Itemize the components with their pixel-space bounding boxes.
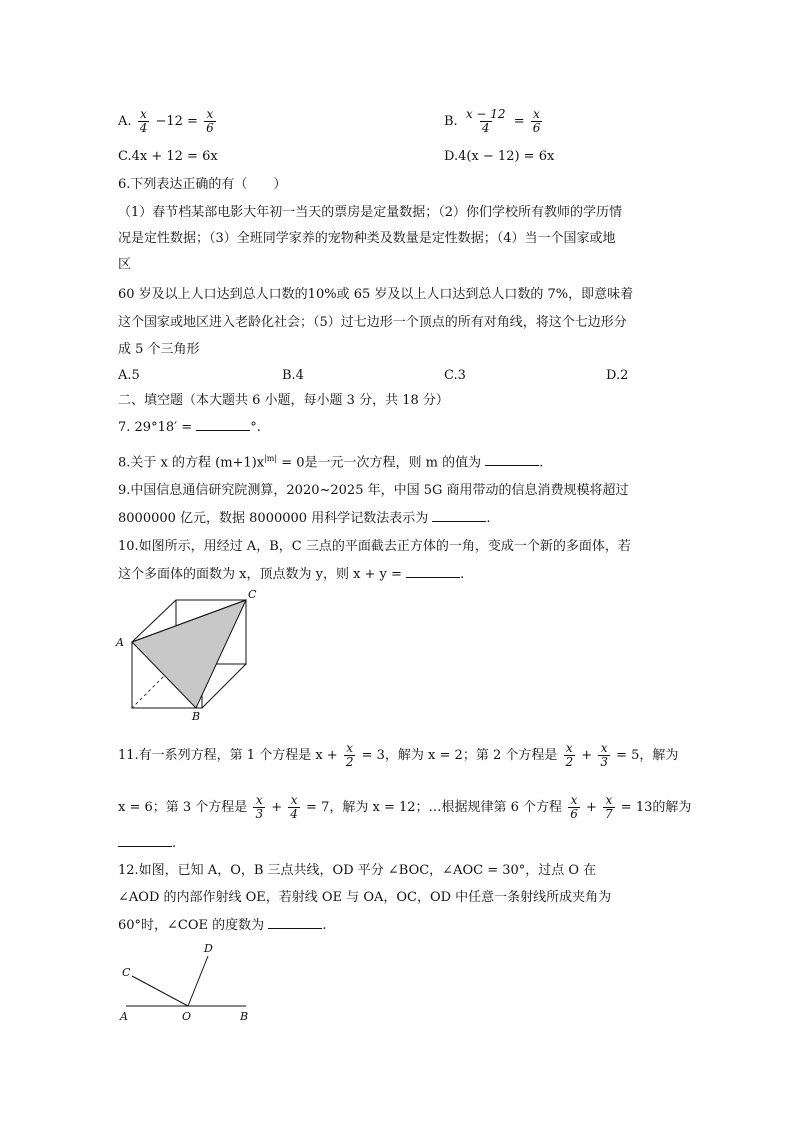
question-9-tail: .: [486, 511, 491, 526]
question-10-line2: [118, 565, 464, 584]
question-7-text: 7. 29°18′ =: [118, 420, 193, 435]
question-6-text: 60 岁及以上人口达到总人口数的10%或 65 岁及以上人口达到总人口数的 7%，即意味着: [118, 287, 634, 302]
fraction: [138, 108, 150, 135]
ray-od: [188, 956, 208, 1006]
option-5b: [444, 108, 544, 135]
frac-den: 7: [605, 807, 613, 821]
question-6-stem: 6.下列表达正确的有（ ）: [118, 177, 287, 192]
question-11-text: +: [581, 748, 593, 763]
fraction: [564, 742, 576, 769]
question-11-text: = 5，解为: [616, 748, 679, 763]
option-5a: [118, 108, 218, 135]
fraction: [464, 108, 508, 135]
question-12-tail: .: [322, 918, 327, 933]
answer-blank: [432, 509, 486, 522]
answer-blank: [485, 453, 539, 466]
frac-den: 6: [532, 121, 541, 135]
question-12-text: ∠AOD 的内部作射线 OE，若射线 OE 与 OA，OC，OD 中任意一条射线所成夹角为: [118, 890, 612, 905]
option-6b: B.4: [282, 368, 304, 383]
question-12-line3: [118, 916, 326, 935]
equation-text: −12 =: [155, 114, 198, 129]
frac-num: x: [565, 741, 573, 755]
question-7-tail: °.: [250, 420, 261, 435]
frac-num: x − 12: [465, 107, 506, 121]
question-8-text: 8.关于 x 的方程 (m+1)x: [118, 455, 265, 471]
frac-den: 3: [255, 807, 264, 821]
frac-den: 6: [570, 807, 578, 821]
frac-num: x: [255, 793, 263, 807]
question-11-text: +: [585, 800, 597, 815]
option-5d: D.4(x − 12) = 6x: [444, 149, 555, 164]
label-a: A: [116, 636, 124, 649]
option-6a: A.5: [118, 368, 140, 383]
question-6-text: 区: [118, 257, 132, 272]
question-12-text: 12.如图，已知 A，O，B 三点共线，OD 平分 ∠BOC，∠AOC = 30°，过点 O 在: [118, 863, 597, 878]
cut-triangle: [132, 600, 246, 708]
cube-figure: [112, 586, 262, 724]
option-6d: D.2: [606, 368, 629, 383]
question-11-line2: [118, 794, 691, 821]
frac-den: 2: [345, 755, 354, 769]
option-6c: C.3: [444, 368, 466, 383]
frac-num: x: [346, 741, 354, 755]
fraction: [253, 794, 265, 821]
equation-text: =: [513, 114, 525, 129]
label-o: O: [182, 1010, 192, 1023]
frac-num: x: [570, 793, 578, 807]
frac-num: x: [290, 793, 298, 807]
question-11-text: = 7，解为 x = 12；…根据规律第 6 个方程: [306, 800, 563, 815]
frac-den: 4: [481, 121, 490, 135]
answer-blank: [118, 834, 172, 847]
question-7: [118, 418, 261, 437]
question-6-text: 这个国家或地区进入老龄化社会；（5）过七边形一个顶点的所有对角线，将这个七边形分: [118, 315, 627, 330]
question-10-tail: .: [460, 567, 465, 582]
option-5c: C.4x + 12 = 6x: [118, 149, 218, 164]
angle-figure: [112, 940, 262, 1024]
ray-oc: [132, 976, 188, 1006]
label-b: B: [192, 710, 201, 723]
section-heading: 二、填空题（本大题共 6 小题，每小题 3 分，共 18 分）: [118, 393, 449, 408]
label-c: C: [248, 588, 257, 601]
question-11-line3: [118, 834, 176, 853]
answer-blank: [196, 418, 250, 431]
question-11-text: x = 6；第 3 个方程是: [118, 800, 248, 815]
question-9-line2: [118, 509, 490, 528]
frac-den: 4: [290, 807, 298, 821]
label-d: D: [204, 942, 213, 955]
question-11-tail: .: [172, 836, 177, 851]
frac-den: 6: [206, 121, 214, 135]
question-6-text: 成 5 个三角形: [118, 342, 200, 357]
question-6-text: 况是定性数据；（3）全班同学家养的宠物种类及数量是定性数据；（4）当一个国家或地: [118, 231, 616, 246]
frac-den: 4: [139, 121, 148, 135]
question-6-text: （1）春节档某部电影大年初一当天的票房是定量数据；（2）你们学校所有教师的学历情: [118, 205, 623, 220]
fraction: [598, 742, 610, 769]
fraction: [603, 794, 615, 821]
fraction: [531, 108, 543, 135]
frac-den: 3: [600, 755, 608, 769]
question-11-text: = 3，解为 x = 2；第 2 个方程是: [361, 748, 558, 763]
fraction: [344, 742, 356, 769]
answer-blank: [268, 916, 322, 929]
question-10-text: 这个多面体的面数为 x，顶点数为 y，则 x + y =: [118, 567, 402, 582]
question-11-text: +: [271, 800, 283, 815]
question-9-text: 9.中国信息通信研究院测算，2020~2025 年，中国 5G 商用带动的信息消费规模将超过: [118, 483, 629, 498]
frac-num: x: [206, 107, 214, 121]
label-a: A: [120, 1010, 128, 1023]
question-11-text: = 13的解为: [620, 800, 692, 815]
frac-num: x: [605, 793, 613, 807]
question-10-text: 10.如图所示，用经过 A，B，C 三点的平面截去正方体的一角，变成一个新的多面体，若: [118, 539, 631, 554]
frac-num: x: [140, 107, 147, 121]
label-c: C: [122, 966, 131, 979]
question-8: [118, 450, 543, 472]
fraction: [568, 794, 580, 821]
frac-num: x: [600, 741, 608, 755]
label-b: B: [240, 1010, 249, 1023]
question-8-text: = 0是一元一次方程，则 m 的值为: [277, 455, 482, 471]
question-9-text: 8000000 亿元，数据 8000000 用科学记数法表示为: [118, 511, 429, 526]
fraction: [204, 108, 216, 135]
answer-blank: [406, 565, 460, 578]
exponent: |m|: [264, 454, 278, 463]
question-11-line1: [118, 742, 678, 769]
option-label: A.: [118, 114, 132, 129]
frac-den: 2: [565, 755, 574, 769]
question-8-tail: .: [539, 455, 544, 471]
question-11-text: 11.有一系列方程，第 1 个方程是 x +: [118, 748, 338, 763]
fraction: [288, 794, 300, 821]
question-12-text: 60°时，∠COE 的度数为: [118, 918, 265, 933]
frac-num: x: [533, 107, 540, 121]
option-label: B.: [444, 114, 458, 129]
